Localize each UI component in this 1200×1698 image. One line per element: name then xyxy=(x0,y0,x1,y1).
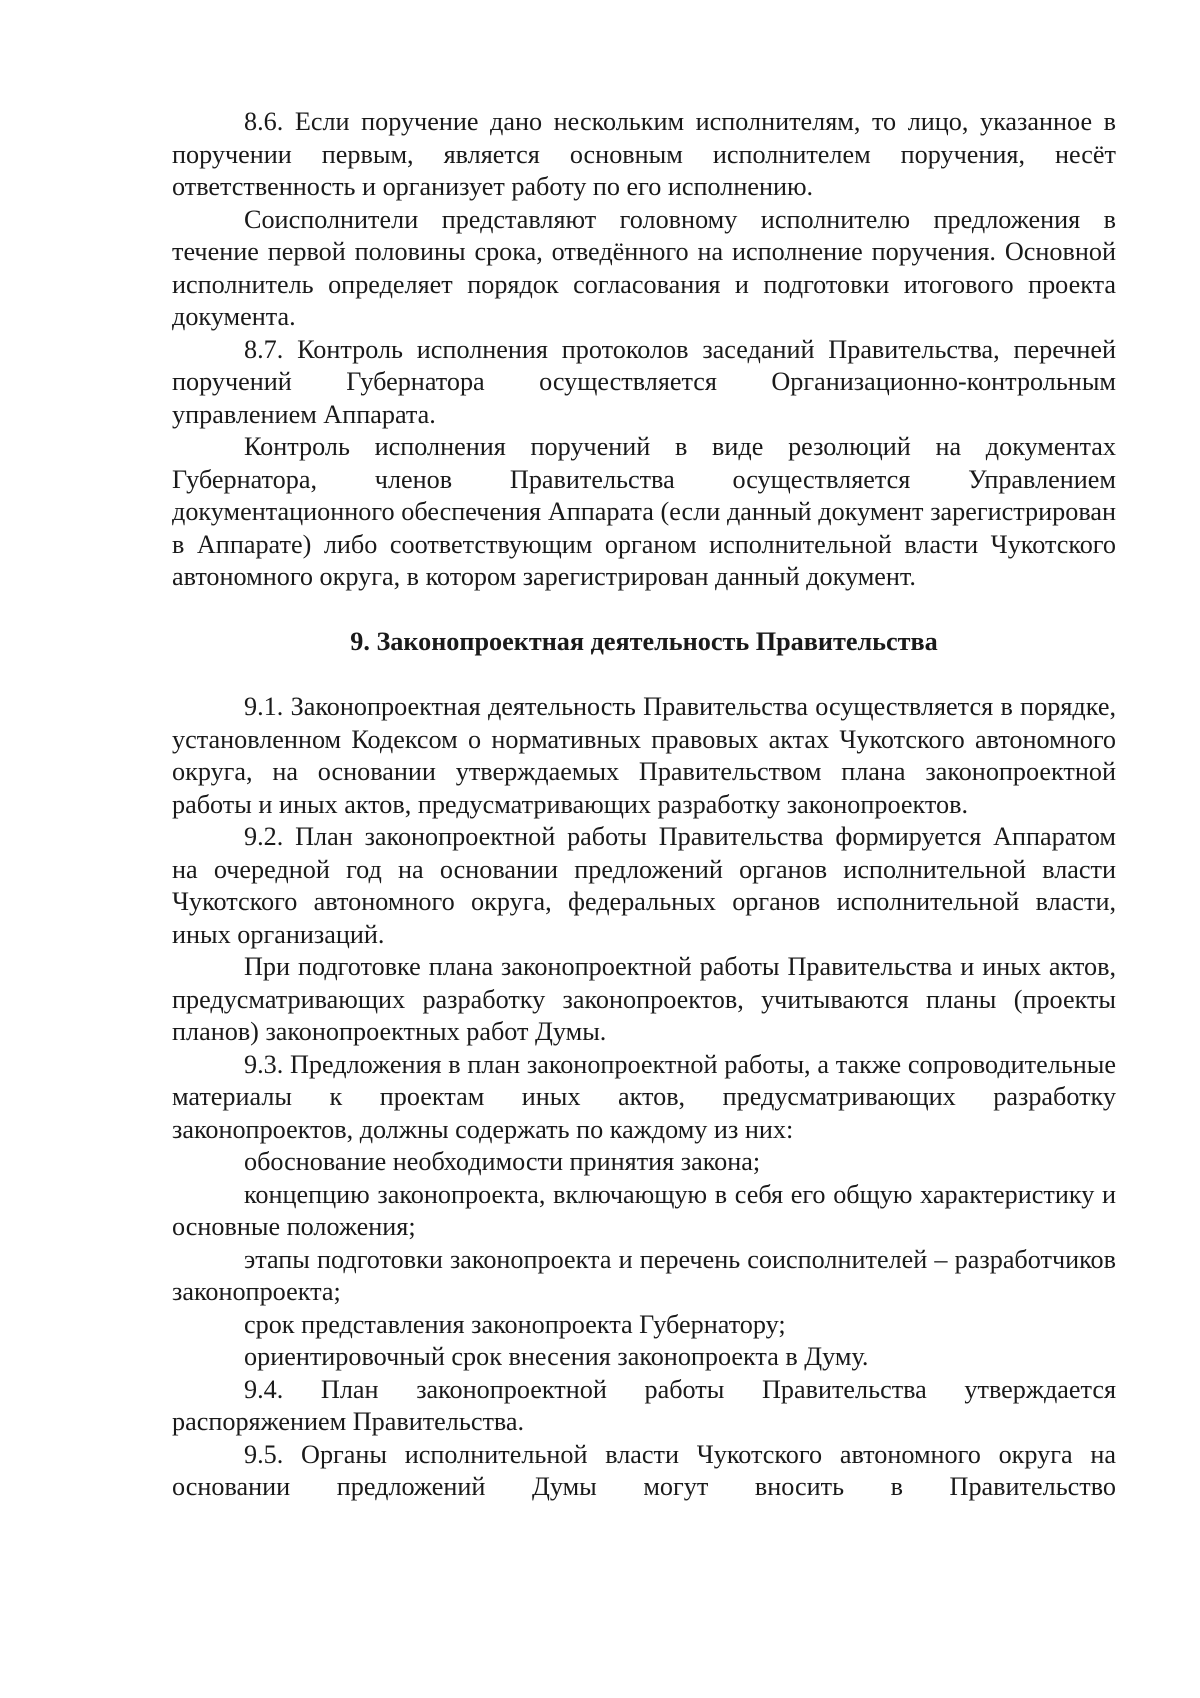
section-heading-9: 9. Законопроектная деятельность Правительства xyxy=(350,626,938,656)
paragraph-9-5: 9.5. Органы исполнительной власти Чукотского автономного округа на основании предложений Думы могут вносить в Правительство xyxy=(172,1439,1116,1501)
paragraph-9-2: 9.2. План законопроектной работы Правительства формируется Аппаратом на очередной год на основании предложений органов исполнительной власти Чукотского автономного округа, федеральных органов исполнительной власти, иных организаций. xyxy=(172,822,1116,949)
paragraph-8-7: 8.7. Контроль исполнения протоколов заседаний Правительства, перечней поручений Губернатора осуществляется Организационно-контрольным управлением Аппарата. xyxy=(172,334,1116,429)
paragraph-9-1: 9.1. Законопроектная деятельность Правительства осуществляется в порядке, установленном Кодексом о нормативных правовых актах Чукотского автономного округа, на основании утверждаемых Правительством плана законопроектной работы и иных актов, предусматривающих разработку законопроектов. xyxy=(172,692,1116,819)
paragraph-9-3: 9.3. Предложения в план законопроектной работы, а также сопроводительные материалы к проектам иных актов, предусматривающих разработку законопроектов, должны содержать по каждому из них: xyxy=(172,1049,1116,1144)
list-item-duma-term: ориентировочный срок внесения законопроекта в Думу. xyxy=(244,1342,869,1371)
paragraph-8-6: 8.6. Если поручение дано нескольким исполнителям, то лицо, указанное в поручении первым, является основным исполнителем поручения, несёт ответственность и организует работу по его исполнению. xyxy=(172,107,1116,201)
list-item-justification: обоснование необходимости принятия закона; xyxy=(244,1147,761,1176)
list-item-stages: этапы подготовки законопроекта и перечень соисполнителей – разработчиков законопроекта; xyxy=(172,1244,1116,1306)
list-item-submission-term: срок представления законопроекта Губернатору; xyxy=(244,1309,786,1339)
list-item-concept: концепцию законопроекта, включающую в себя его общую характеристику и основные положения; xyxy=(172,1179,1116,1241)
paragraph-9-4: 9.4. План законопроектной работы Правительства утверждается распоряжением Правительства. xyxy=(172,1374,1116,1436)
paragraph-control: Контроль исполнения поручений в виде резолюций на документах Губернатора, членов Правительства осуществляется Управлением документационного обеспечения Аппарата (если данный документ зарегистрирован в Аппарате) либо соответствующим органом исполнительной власти Чукотского автономного округа, в котором зарегистрирован данный документ. xyxy=(172,432,1116,591)
paragraph-preparation: При подготовке плана законопроектной работы Правительства и иных актов, предусматривающих разработку законопроектов, учитываются планы (проекты планов) законопроектных работ Думы. xyxy=(172,952,1116,1046)
document-page xyxy=(172,106,1116,1504)
paragraph-coexecutors: Соисполнители представляют головному исполнителю предложения в течение первой половины срока, отведённого на исполнение поручения. Основной исполнитель определяет порядок согласования и подготовки итогового проекта документа. xyxy=(172,204,1116,331)
